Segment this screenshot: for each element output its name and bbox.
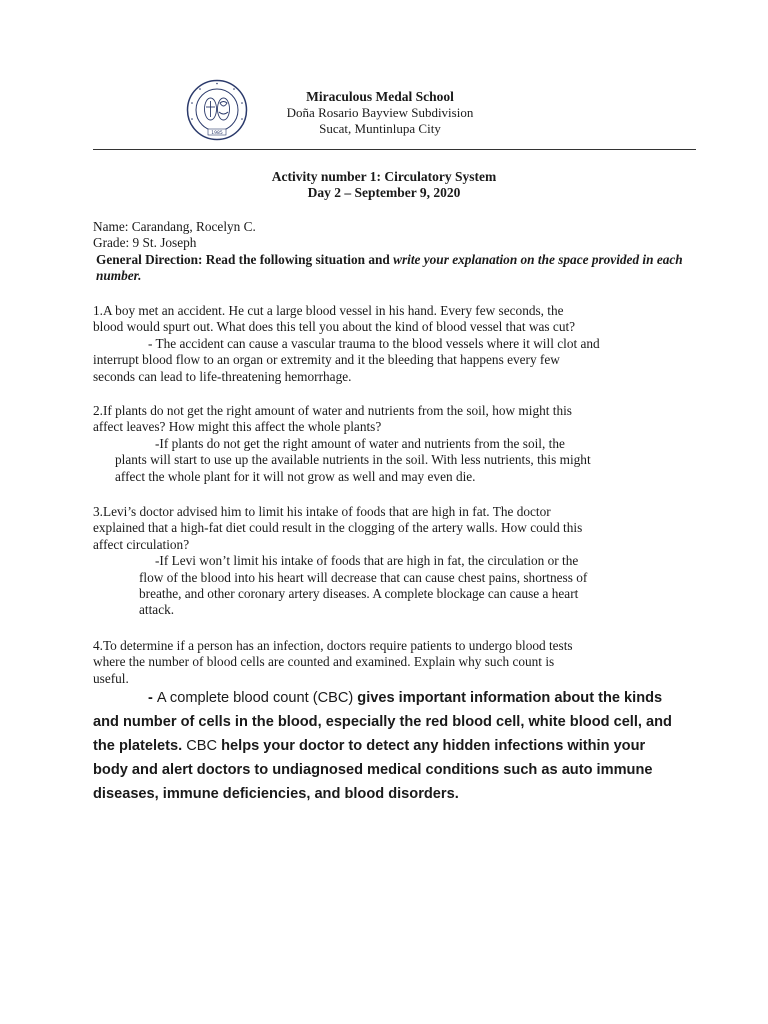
student-info [93,219,683,285]
answer-line: attack. [139,602,175,618]
answer-line: -If Levi won’t limit his intake of foods that are high in fat, the circulation or the [155,553,579,569]
question-text: 2.If plants do not get the right amount of water and nutrients from the soil, how might this [93,403,572,418]
answer-4-paragraph [93,686,683,806]
general-direction-label: General Direction: [96,251,203,267]
school-header [230,88,530,137]
cbc-abbrev: (CBC) [312,690,354,706]
general-direction-text: Read the following situation and [202,251,394,267]
answer-dash: - [148,690,157,706]
address-line-1: Doña Rosario Bayview Subdivision [286,105,474,120]
question-text: explained that a high-fat diet could result in the clogging of the artery walls. How could this [93,520,583,536]
activity-day: Day 2 – September 9, 2020 [307,185,461,200]
question-text: useful. [93,670,129,686]
activity-title-block [93,169,675,201]
question-text: blood would spurt out. What does this tell you about the kind of blood vessel that was cut? [93,319,576,335]
seal-year-text: 1985 [211,131,223,136]
answer-line: breathe, and other coronary artery diseases. A complete blockage can cause a heart [139,586,579,602]
answer-text-bold: helps your doctor to detect any hidden infections within your body and alert doctors to undiagnosed medical conditions such as auto immune diseases, immune deficiencies, and blood disorders. [93,738,653,802]
answer-text-normal: A complete blood count [156,690,313,706]
question-text: affect circulation? [93,536,190,552]
school-name: Miraculous Medal School [306,89,454,104]
student-name: Name: Carandang, Rocelyn C. [93,219,256,234]
address-line-2: Sucat, Muntinlupa City [319,121,441,136]
answer-line: plants will start to use up the available nutrients in the soil. With less nutrients, this might [115,452,591,468]
activity-title: Activity number 1: Circulatory System [271,169,497,184]
answer-line: interrupt blood flow to an organ or extremity and it the bleeding that happens every few [93,352,560,368]
question-3 [93,504,683,619]
answer-line: affect the whole plant for it will not grow as well and may even die. [115,468,476,484]
answer-line: -If plants do not get the right amount of water and nutrients from the soil, the [155,435,565,451]
header-divider [93,149,696,150]
question-text: 1.A boy met an accident. He cut a large blood vessel in his hand. Every few seconds, the [93,303,564,318]
answer-line: - The accident can cause a vascular trauma to the blood vessels where it will clot and [148,335,600,351]
question-text: 3.Levi’s doctor advised him to limit his intake of foods that are high in fat. The doctor [93,504,551,519]
question-text: 4.To determine if a person has an infection, doctors require patients to undergo blood tests [93,638,573,653]
answer-line: flow of the blood into his heart will decrease that can cause chest pains, shortness of [139,569,588,585]
question-2 [93,403,683,485]
answer-text-bold: gives important information about the kinds and number of cells in the blood, especially the red blood cell, white blood cell, and the platelets. [93,690,672,754]
question-text: where the number of blood cells are counted and examined. Explain why such count is [93,654,555,670]
student-grade: Grade: 9 St. Joseph [93,235,197,251]
question-4 [93,638,683,687]
answer-line: seconds can lead to life-threatening hemorrhage. [93,368,352,384]
question-text: affect leaves? How might this affect the whole plants? [93,419,382,435]
general-direction-italic: write your explanation on the space provided in each number. [96,251,683,284]
cbc-abbrev: CBC [186,738,218,754]
question-1 [93,303,683,385]
general-direction [93,252,683,285]
